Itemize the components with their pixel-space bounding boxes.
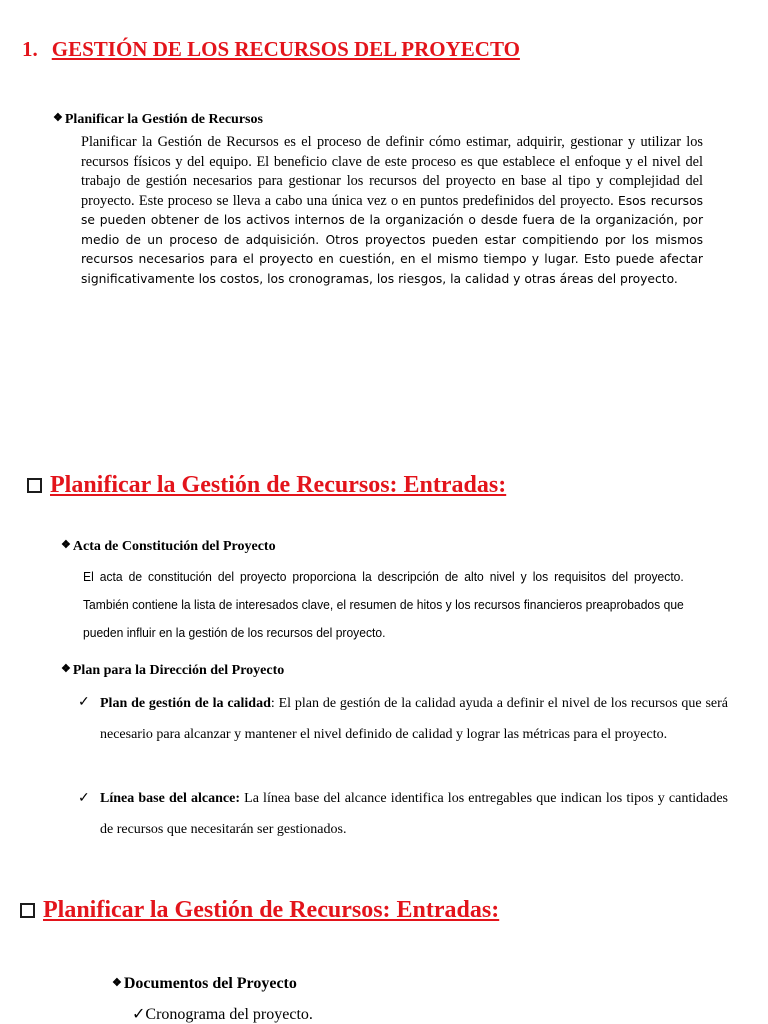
subheading-documentos [112, 975, 297, 993]
entradas-heading-1 [27, 472, 506, 499]
diamond-bullet-icon: ❖ [61, 539, 71, 551]
acta-paragraph: El acta de constitución del proyecto proporciona la descripción de alto nivel y los requisitos del proyecto. También contiene la lista de interesados clave, el resumen de hitos y los recursos financieros preaprobados que pueden influir en la gestión de los recursos del proyecto. [83, 569, 684, 640]
check-icon: ✓ [78, 791, 90, 806]
subheading-label: Plan para la Dirección del Proyecto [72, 663, 285, 678]
entradas-title-1: Planificar la Gestión de Recursos: Entradas: [50, 472, 507, 498]
checkbox-square-icon [27, 478, 42, 493]
subheading-label: Planificar la Gestión de Recursos [64, 112, 263, 127]
plan-item-term: Plan de gestión de la calidad [100, 696, 271, 711]
diamond-bullet-icon: ❖ [61, 663, 71, 675]
documentos-item [132, 1004, 313, 1024]
check-icon: ✓ [78, 695, 90, 710]
plan-item-separator: : [270, 696, 275, 711]
subheading-acta [61, 538, 276, 555]
diamond-bullet-icon: ❖ [112, 977, 122, 989]
subheading-planificar [53, 111, 263, 128]
section-heading [22, 37, 520, 62]
planificar-paragraph [81, 133, 703, 289]
plan-item-alcance [100, 783, 728, 845]
documentos-item-text: Cronograma del proyecto. [145, 1006, 313, 1023]
diamond-bullet-icon: ❖ [53, 112, 63, 124]
subheading-label: Acta de Constitución del Proyecto [72, 539, 276, 554]
paragraph-serif-text: Planificar la Gestión de Recursos es el proceso de definir cómo estimar, adquirir, gestionar y utilizar los recursos físicos y del equipo. El beneficio clave de este proceso es que establece el enfoque y el nivel del trabajo de gestión necesarios para gestionar los recursos del proyecto en base al tipo y complejidad del proyecto. Este proceso se lleva a cabo una única vez o en puntos predefinidos del proyecto. [81, 134, 703, 209]
paragraph-sans-text: Esos recursos se pueden obtener de los activos internos de la organización o desde fuera de la organización, por medio de un proceso de adquisición. Otros proyectos pueden estar compitiendo por los mismos recursos necesarios para el proyecto en cuestión, en el mismo tiempo y lugar. Esto puede afectar significativamente los costos, los cronogramas, los riesgos, la calidad y otras áreas del proyecto. [81, 193, 704, 286]
plan-item-text: La línea base del alcance identifica los entregables que indican los tipos y cantidades de recursos que necesitarán ser gestionados. [100, 791, 728, 837]
checkbox-square-icon [20, 903, 35, 918]
subheading-label: Documentos del Proyecto [123, 975, 297, 992]
check-icon: ✓ [132, 1006, 146, 1023]
entradas-title-2: Planificar la Gestión de Recursos: Entradas: [43, 897, 500, 923]
plan-item-text: El plan de gestión de la calidad ayuda a definir el nivel de los recursos que será necesario para alcanzar y mantener el nivel definido de calidad y lograr las métricas para el proyecto. [100, 696, 728, 742]
section-title: GESTIÓN DE LOS RECURSOS DEL PROYECTO [51, 37, 520, 61]
plan-item-term: Línea base del alcance: [100, 791, 240, 806]
plan-item-calidad [100, 688, 728, 750]
subheading-plan [61, 662, 284, 679]
entradas-heading-2 [20, 897, 499, 924]
section-number: 1. [22, 37, 38, 61]
